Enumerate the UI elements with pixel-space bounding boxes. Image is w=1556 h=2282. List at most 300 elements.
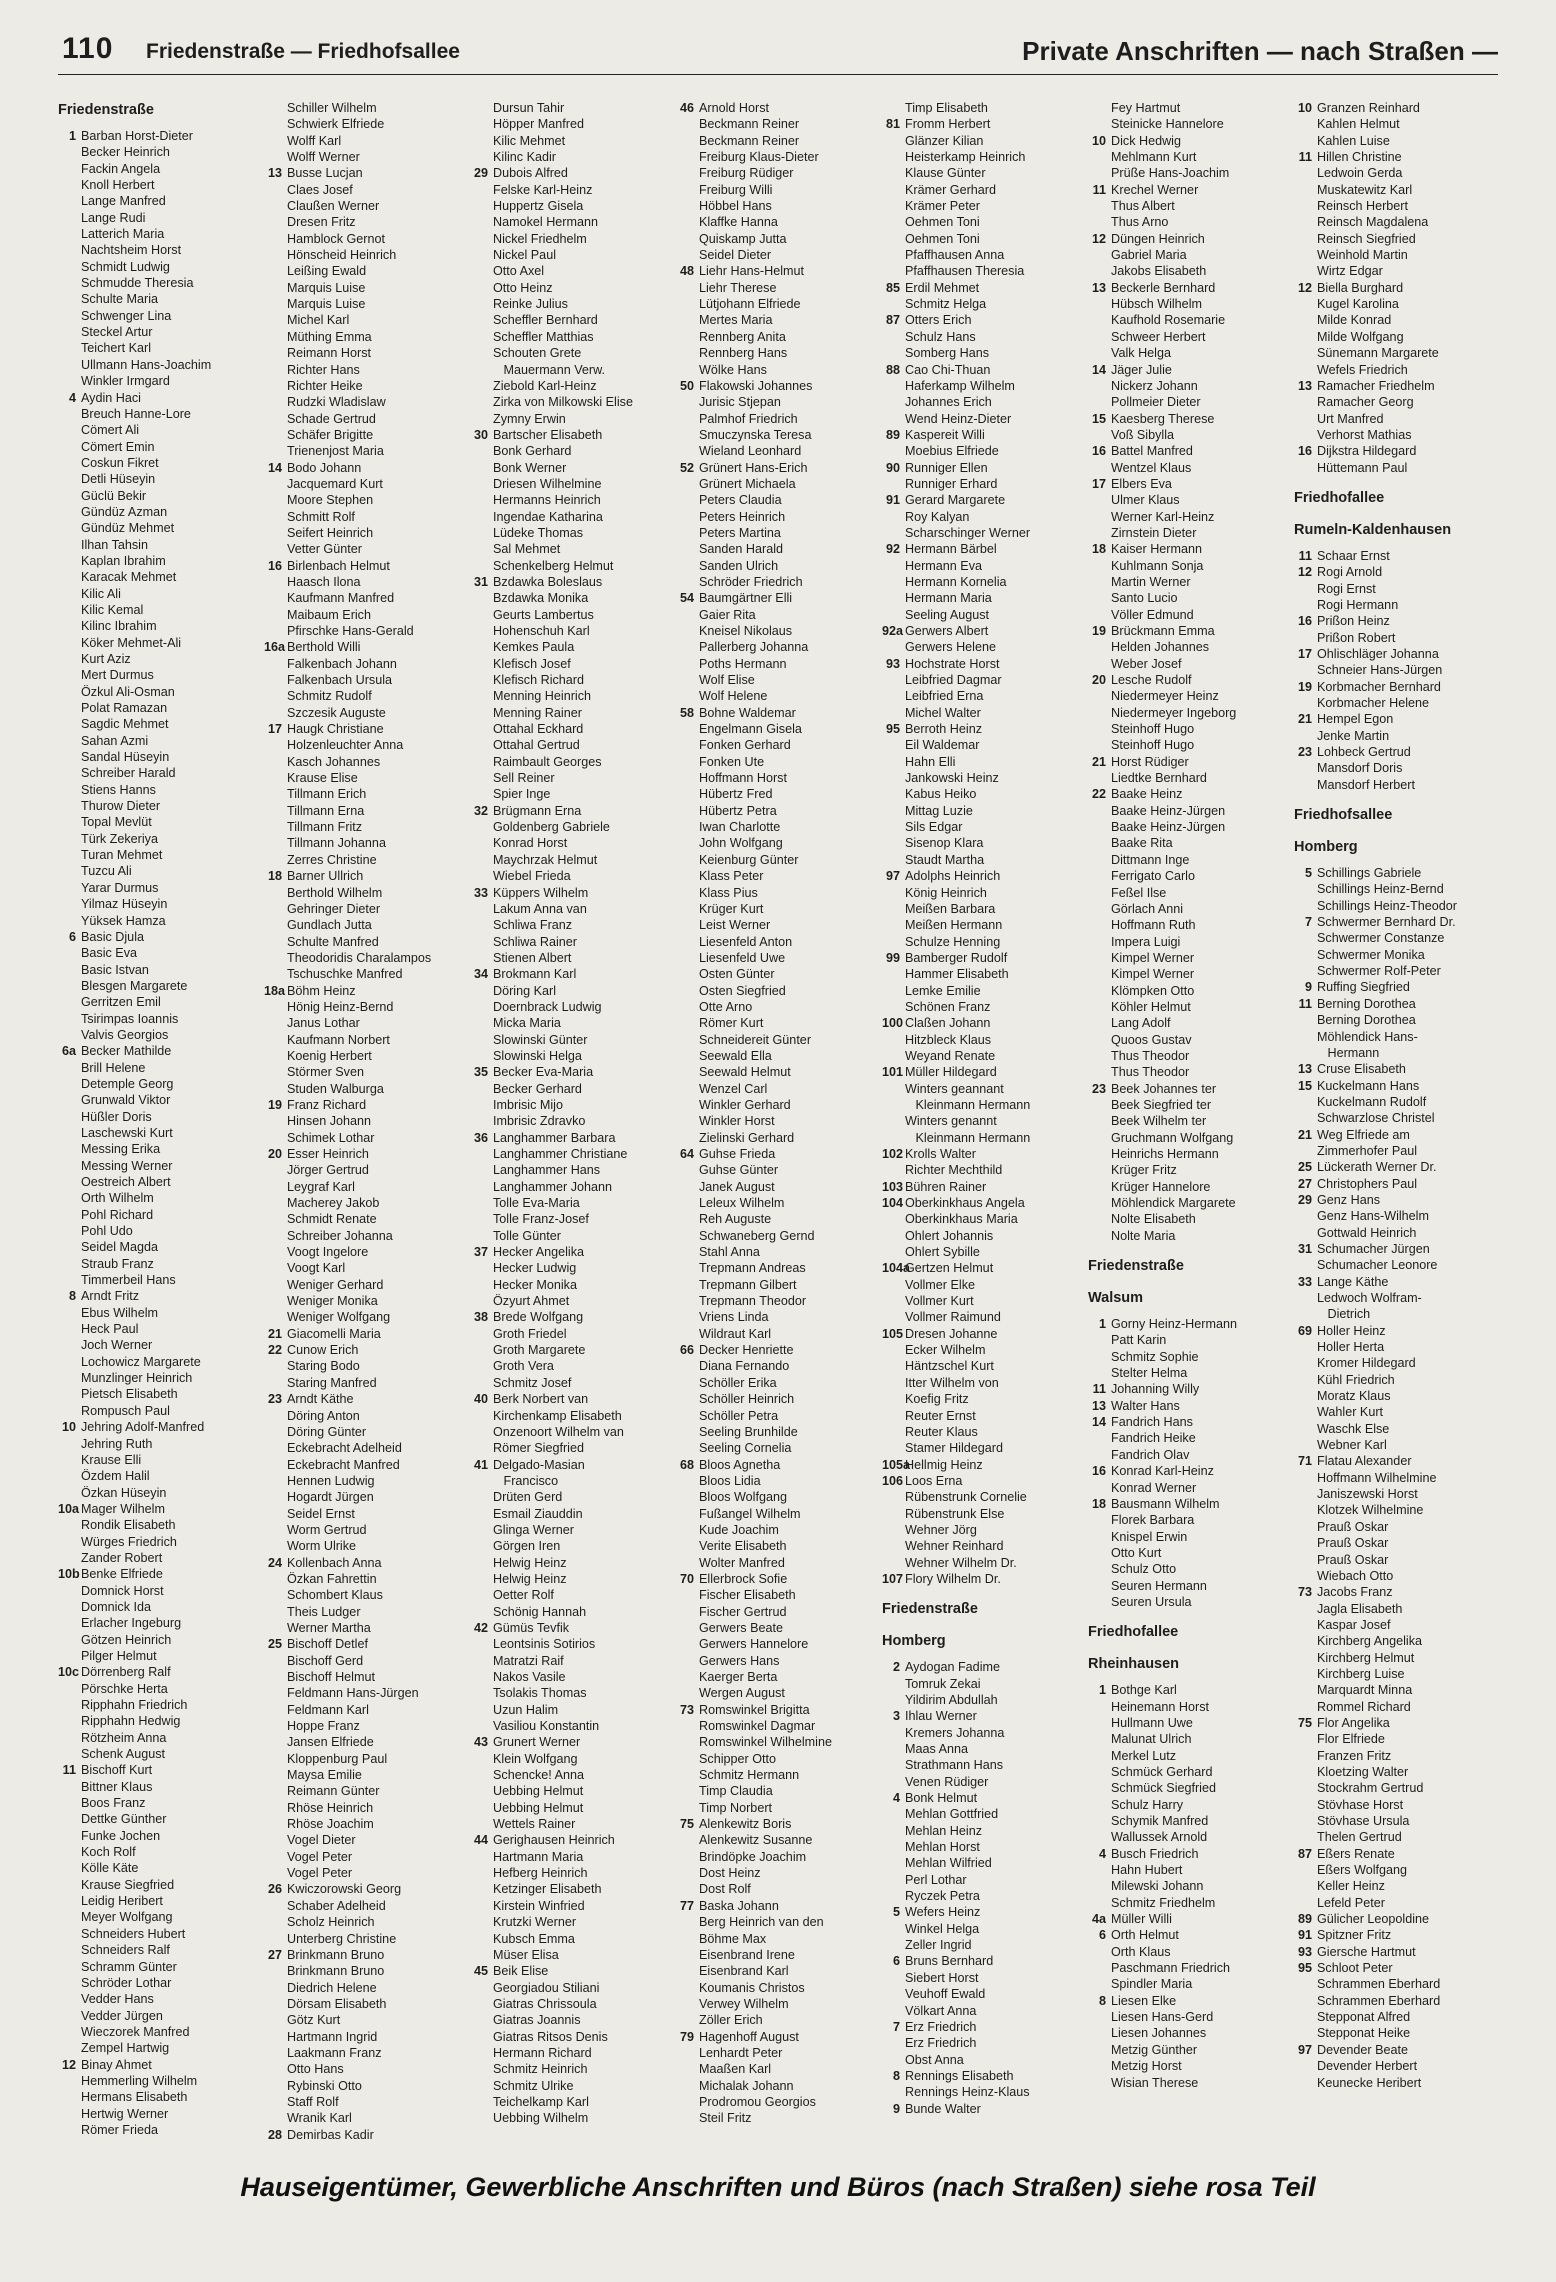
list-item — [58, 733, 264, 749]
resident-name: Drüten Gerd — [493, 1490, 563, 1505]
list-item — [1088, 1699, 1294, 1715]
list-item — [1088, 1113, 1294, 1129]
list-item — [264, 100, 470, 116]
resident-name: Wergen August — [699, 1686, 785, 1701]
list-item — [58, 863, 264, 879]
list-item — [58, 1746, 264, 1762]
list-item — [1294, 728, 1498, 744]
list-item — [1088, 100, 1294, 116]
list-item — [264, 1048, 470, 1064]
list-item — [58, 814, 264, 830]
list-item — [1294, 979, 1498, 995]
list-item — [1294, 646, 1498, 662]
resident-name: Delgado-Masian — [493, 1457, 585, 1472]
resident-name: Nakos Vasile — [493, 1670, 566, 1684]
resident-name: Schöller Petra — [699, 1408, 779, 1423]
list-item — [676, 394, 882, 410]
resident-name: Keunecke Heribert — [1317, 2075, 1422, 2090]
list-item — [264, 1326, 470, 1342]
list-item — [470, 509, 676, 525]
list-item — [58, 1909, 264, 1925]
list-item — [1088, 345, 1294, 361]
list-item — [676, 280, 882, 296]
list-item — [882, 296, 1088, 312]
resident-name: Möhlendick Hans- — [1317, 1029, 1418, 1044]
resident-name: Seidel Magda — [81, 1240, 159, 1255]
house-number: 13 — [1091, 280, 1106, 295]
resident-name: Battel Manfred — [1111, 444, 1193, 459]
resident-name: Binay Ahmet — [81, 2057, 152, 2072]
house-number: 87 — [885, 313, 900, 328]
list-item — [1294, 296, 1498, 312]
list-item — [58, 749, 264, 765]
house-number: 99 — [885, 950, 900, 965]
list-item — [470, 819, 676, 835]
list-item — [264, 1113, 470, 1129]
resident-name: Böhme Max — [699, 1931, 767, 1946]
house-number: 15 — [1297, 1078, 1312, 1093]
street-heading: Friedenstraße — [882, 1601, 978, 1618]
resident-name: Gerwers Albert — [905, 624, 989, 638]
resident-name: Fackin Angela — [81, 161, 161, 176]
list-item — [264, 280, 470, 296]
resident-name: Sanden Harald — [699, 542, 784, 557]
resident-name: Hoffmann Wilhelmine — [1317, 1470, 1437, 1485]
resident-name: Berk Norbert van — [493, 1392, 589, 1407]
list-item — [58, 144, 264, 160]
resident-name: Hillen Christine — [1317, 150, 1402, 165]
resident-name: Gerwers Helene — [905, 640, 996, 655]
resident-name: Malunat Ulrich — [1111, 1732, 1192, 1747]
list-item — [1088, 1578, 1294, 1594]
resident-name: Bartscher Elisabeth — [493, 427, 603, 442]
list-item — [470, 1620, 676, 1636]
list-item — [1294, 231, 1498, 247]
list-item — [1294, 1993, 1498, 2009]
resident-name: Mertes Maria — [699, 313, 773, 328]
resident-name: Becker Heinrich — [81, 145, 170, 160]
resident-name: Ottahal Eckhard — [493, 722, 584, 737]
list-item — [1294, 1127, 1498, 1143]
resident-name: Maas Anna — [905, 1742, 969, 1756]
list-item — [58, 1223, 264, 1239]
list-item — [882, 770, 1088, 786]
resident-name: Schwarzlose Christel — [1317, 1111, 1435, 1126]
list-item — [882, 803, 1088, 819]
list-item — [676, 1980, 882, 1996]
resident-name: Kemkes Paula — [493, 640, 575, 655]
list-item — [1088, 1381, 1294, 1397]
resident-name: Bzdawka Boleslaus — [493, 574, 603, 589]
list-item — [676, 1375, 882, 1391]
list-item — [58, 1583, 264, 1599]
resident-name: Seewald Helmut — [699, 1065, 791, 1080]
list-item — [264, 1179, 470, 1195]
list-item — [470, 443, 676, 459]
house-number: 19 — [1297, 679, 1312, 694]
resident-name: Orth Helmut — [1111, 1928, 1179, 1943]
list-item — [470, 394, 676, 410]
resident-name: Klömpken Otto — [1111, 983, 1195, 998]
list-item — [58, 1125, 264, 1141]
list-item — [1088, 1349, 1294, 1365]
resident-name: Domnick Ida — [81, 1599, 151, 1614]
resident-name: Seifert Heinrich — [287, 525, 374, 540]
resident-name: Milewski Johann — [1111, 1879, 1204, 1894]
list-item — [264, 1538, 470, 1554]
resident-name: Becker Mathilde — [81, 1044, 172, 1059]
list-item — [676, 1358, 882, 1374]
resident-name: Kirchberg Luise — [1317, 1666, 1405, 1681]
resident-name: Seeling Brunhilde — [699, 1424, 798, 1439]
resident-name: Höbbel Hans — [699, 199, 772, 214]
house-number: 18a — [264, 983, 286, 998]
list-item — [470, 362, 676, 378]
resident-name: Vetter Günter — [287, 542, 362, 557]
house-number: 89 — [1297, 1912, 1312, 1927]
list-item — [1088, 1496, 1294, 1512]
resident-name: Schäfer Brigitte — [287, 427, 374, 442]
list-item — [58, 259, 264, 275]
resident-name: Peters Claudia — [699, 493, 782, 508]
resident-name: Messing Werner — [81, 1158, 173, 1173]
resident-name: Klaffke Hanna — [699, 215, 778, 230]
list-item — [470, 182, 676, 198]
list-item — [1294, 2042, 1498, 2058]
resident-name: Hohenschuh Karl — [493, 624, 590, 638]
resident-name: Krüger Kurt — [699, 901, 764, 916]
list-item — [58, 1779, 264, 1795]
resident-name: Stiens Hanns — [81, 782, 156, 797]
list-item — [470, 1849, 676, 1865]
resident-name: Bruns Bernhard — [905, 1954, 994, 1969]
house-number: 8 — [892, 2068, 900, 2083]
resident-name: Schmudde Theresia — [81, 276, 194, 291]
list-item — [58, 1811, 264, 1827]
list-item — [470, 835, 676, 851]
list-item — [470, 1800, 676, 1816]
resident-name: Trepmann Andreas — [699, 1261, 806, 1276]
house-number: 107 — [882, 1571, 904, 1586]
list-item — [882, 1970, 1088, 1986]
house-number: 24 — [267, 1555, 282, 1570]
list-item — [1294, 1355, 1498, 1371]
resident-name: Heinrichs Hermann — [1111, 1147, 1219, 1161]
resident-name: Hempel Egon — [1317, 712, 1394, 727]
list-item — [58, 1795, 264, 1811]
resident-name: Dettke Günther — [81, 1812, 167, 1827]
resident-name: Sünemann Margarete — [1317, 346, 1439, 361]
list-item — [1294, 1012, 1498, 1028]
resident-name: Bonk Werner — [493, 460, 567, 475]
resident-name: Schillings Heinz-Bernd — [1317, 882, 1444, 897]
list-item — [1294, 1944, 1498, 1960]
list-item — [58, 978, 264, 994]
list-item — [264, 1309, 470, 1325]
resident-name: Lesche Rudolf — [1111, 673, 1192, 688]
list-item — [676, 1211, 882, 1227]
list-item — [1294, 1078, 1498, 1094]
list-item — [676, 1800, 882, 1816]
resident-name: Kuhlmann Sonja — [1111, 558, 1204, 573]
list-item — [58, 1305, 264, 1321]
list-item — [676, 345, 882, 361]
house-number: 21 — [267, 1326, 282, 1341]
list-item — [58, 1713, 264, 1729]
resident-name: Richter Hans — [287, 362, 360, 377]
resident-name: Elbers Eva — [1111, 476, 1172, 491]
resident-name: Rondik Elisabeth — [81, 1518, 176, 1533]
resident-name: Nachtsheim Horst — [81, 243, 182, 258]
resident-name: Hübsch Wilhelm — [1111, 297, 1202, 312]
resident-name: Pörschke Herta — [81, 1681, 168, 1696]
list-item — [1294, 1617, 1498, 1633]
list-item — [882, 901, 1088, 917]
list-item — [264, 917, 470, 933]
resident-name: Esmail Ziauddin — [493, 1506, 583, 1521]
list-item — [882, 623, 1088, 639]
list-item — [1088, 149, 1294, 165]
resident-name: Kaspar Josef — [1317, 1617, 1391, 1632]
list-item — [264, 476, 470, 492]
resident-name: Güclü Bekir — [81, 488, 147, 503]
resident-name: Obst Anna — [905, 2052, 964, 2067]
resident-name: Thus Theodor — [1111, 1065, 1190, 1080]
list-item — [882, 1326, 1088, 1342]
resident-name: Janek August — [699, 1179, 775, 1194]
list-item — [1088, 574, 1294, 590]
resident-name: Korbmacher Bernhard — [1317, 679, 1441, 694]
list-item — [1088, 2075, 1294, 2091]
list-item — [470, 1293, 676, 1309]
list-item — [58, 1060, 264, 1076]
resident-name: Basic Djula — [81, 929, 144, 944]
list-item — [1088, 476, 1294, 492]
list-item — [264, 1800, 470, 1816]
resident-name: Palmhof Friedrich — [699, 411, 798, 426]
resident-name: Pfaffhausen Anna — [905, 248, 1005, 263]
list-item — [470, 1473, 676, 1489]
list-item — [1088, 1731, 1294, 1747]
resident-name: Bloos Wolfgang — [699, 1490, 787, 1505]
resident-name: Kneisel Nikolaus — [699, 624, 793, 638]
list-item — [676, 917, 882, 933]
list-item — [470, 460, 676, 476]
resident-name: Felske Karl-Heinz — [493, 182, 593, 197]
list-item — [470, 786, 676, 802]
resident-name: Koch Rolf — [81, 1845, 136, 1860]
resident-name: Coskun Fikret — [81, 455, 159, 470]
resident-name: Oehmen Toni — [905, 215, 980, 230]
resident-name: Rogi Ernst — [1317, 581, 1376, 596]
list-item — [1294, 1274, 1498, 1290]
resident-name: Brede Wolfgang — [493, 1310, 584, 1325]
resident-name: Stockrahm Gertrud — [1317, 1781, 1424, 1796]
list-item — [470, 1391, 676, 1407]
resident-name: Bittner Klaus — [81, 1779, 153, 1794]
resident-name: Arndt Fritz — [81, 1289, 140, 1304]
resident-name: Schneidereit Günter — [699, 1032, 812, 1047]
resident-name: Basic Istvan — [81, 962, 149, 977]
list-item — [882, 133, 1088, 149]
resident-name: Höpper Manfred — [493, 117, 585, 132]
resident-name: Gabriel Maria — [1111, 248, 1187, 263]
resident-name: Ecker Wilhelm — [905, 1343, 986, 1358]
list-item — [676, 1342, 882, 1358]
resident-name: Bloos Agnetha — [699, 1457, 781, 1472]
list-item — [676, 214, 882, 230]
list-item — [882, 1260, 1088, 1276]
resident-name: Schwermer Monika — [1317, 947, 1425, 962]
list-item — [1088, 394, 1294, 410]
house-number: 105 — [882, 1326, 904, 1341]
list-item — [1294, 1862, 1498, 1878]
house-number: 81 — [885, 117, 900, 132]
house-number: 106 — [882, 1473, 904, 1488]
list-item — [264, 1653, 470, 1669]
resident-name: Nickel Paul — [493, 248, 556, 263]
resident-name: Prauß Oskar — [1317, 1536, 1389, 1551]
list-item — [1088, 296, 1294, 312]
list-item — [264, 1816, 470, 1832]
directory-column — [470, 100, 676, 2150]
resident-name: Schrammen Eberhard — [1317, 1993, 1441, 2008]
resident-name: Flory Wilhelm Dr. — [905, 1571, 1001, 1586]
resident-name: Staff Rolf — [287, 2094, 339, 2109]
resident-name: Gerard Margarete — [905, 493, 1006, 508]
list-item — [1088, 1097, 1294, 1113]
list-item — [264, 1130, 470, 1146]
resident-name: Claßen Johann — [905, 1016, 991, 1031]
resident-name: Oehmen Toni — [905, 231, 980, 246]
list-item — [1088, 1878, 1294, 1894]
resident-name: Rompusch Paul — [81, 1403, 170, 1418]
resident-name: Quiskamp Jutta — [699, 231, 787, 246]
resident-name: Lakum Anna van — [493, 901, 587, 916]
resident-name: Messing Erika — [81, 1142, 161, 1157]
resident-name: Baake Heinz-Jürgen — [1111, 820, 1226, 835]
list-item — [470, 656, 676, 672]
house-number: 1 — [1098, 1317, 1106, 1332]
resident-name: Slowinski Helga — [493, 1048, 582, 1063]
list-item — [676, 1898, 882, 1914]
resident-name: Schenkelberg Helmut — [493, 558, 614, 573]
street-heading: Friedhofallee — [1088, 1624, 1179, 1641]
list-item — [264, 1571, 470, 1587]
list-item — [1294, 613, 1498, 629]
resident-name: Reuter Ernst — [905, 1408, 976, 1423]
resident-name: Wranik Karl — [287, 2111, 352, 2126]
list-item — [676, 1244, 882, 1260]
resident-name: Fußangel Wilhelm — [699, 1506, 801, 1521]
resident-name: Trienenjost Maria — [287, 444, 384, 459]
list-item — [1294, 1976, 1498, 1992]
resident-name: Fonken Ute — [699, 754, 765, 769]
resident-name: Beek Wilhelm ter — [1111, 1114, 1207, 1129]
house-number: 3 — [892, 1709, 900, 1724]
resident-name: Köker Mehmet-Ali — [81, 635, 182, 650]
list-item — [676, 525, 882, 541]
list-item — [470, 1816, 676, 1832]
list-item — [676, 1571, 882, 1587]
resident-name: Kaufhold Rosemarie — [1111, 313, 1226, 328]
resident-name: Theodoridis Charalampos — [287, 950, 432, 965]
resident-name: Pfaffhausen Theresia — [905, 264, 1025, 279]
house-number: 11 — [1298, 548, 1312, 563]
list-item — [676, 182, 882, 198]
resident-name: Detli Hüseyin — [81, 472, 156, 487]
resident-name: Möhlendick Margarete — [1111, 1196, 1236, 1211]
resident-name: Falkenbach Johann — [287, 656, 397, 671]
list-item — [676, 1996, 882, 2012]
resident-name: Claußen Werner — [287, 199, 380, 214]
street-heading: Rumeln-Kaldenhausen — [1294, 521, 1452, 538]
resident-name: Müller Hildegard — [905, 1065, 997, 1080]
list-item — [264, 1734, 470, 1750]
list-item — [676, 1408, 882, 1424]
resident-name: Dost Rolf — [699, 1882, 751, 1897]
resident-name: Franz Richard — [287, 1097, 367, 1112]
list-item — [1088, 2042, 1294, 2058]
list-item — [1088, 1480, 1294, 1496]
resident-name: Kuckelmann Hans — [1317, 1078, 1420, 1093]
list-item — [882, 607, 1088, 623]
resident-name: Erz Friedrich — [905, 2036, 977, 2051]
resident-name: Stövhase Horst — [1317, 1797, 1404, 1812]
list-item — [882, 1179, 1088, 1195]
list-item — [264, 819, 470, 835]
resident-name: Klein Wolfgang — [493, 1751, 578, 1766]
list-item — [470, 1685, 676, 1701]
house-number: 35 — [473, 1065, 488, 1080]
list-item — [264, 786, 470, 802]
resident-name: Lenhardt Peter — [699, 2045, 783, 2060]
directory-column — [58, 100, 264, 2150]
list-item — [1088, 721, 1294, 737]
resident-name: Ruffing Siegfried — [1317, 980, 1410, 995]
list-item — [470, 378, 676, 394]
resident-name: Schwierk Elfriede — [287, 117, 385, 132]
list-item — [470, 1751, 676, 1767]
resident-name: Ledwoch Wolfram- — [1317, 1291, 1422, 1305]
list-item — [882, 1692, 1088, 1708]
list-item — [58, 798, 264, 814]
resident-name: Brokmann Karl — [493, 967, 577, 982]
resident-name: Christophers Paul — [1317, 1176, 1418, 1191]
house-number: 11 — [1298, 150, 1312, 165]
house-number: 68 — [679, 1457, 694, 1472]
list-item — [58, 1942, 264, 1958]
list-item — [470, 165, 676, 181]
list-item — [58, 471, 264, 487]
resident-name: Tillmann Johanna — [287, 836, 386, 851]
list-item — [470, 1636, 676, 1652]
resident-name: Kahlen Luise — [1317, 133, 1390, 148]
list-item — [676, 1587, 882, 1603]
resident-name: Mager Wilhelm — [81, 1501, 165, 1516]
list-item — [676, 590, 882, 606]
house-number: 11 — [1092, 182, 1106, 197]
list-item — [1088, 770, 1294, 786]
resident-name: Stövhase Ursula — [1317, 1814, 1410, 1828]
house-number: 104a — [882, 1261, 911, 1276]
resident-name: Liehr Therese — [699, 280, 777, 295]
resident-name: Hermann Kornelia — [905, 574, 1007, 589]
house-number: 14 — [1091, 1415, 1106, 1430]
list-item — [470, 1980, 676, 1996]
resident-name: Prauß Oskar — [1317, 1552, 1389, 1567]
resident-name: Funke Jochen — [81, 1828, 161, 1843]
